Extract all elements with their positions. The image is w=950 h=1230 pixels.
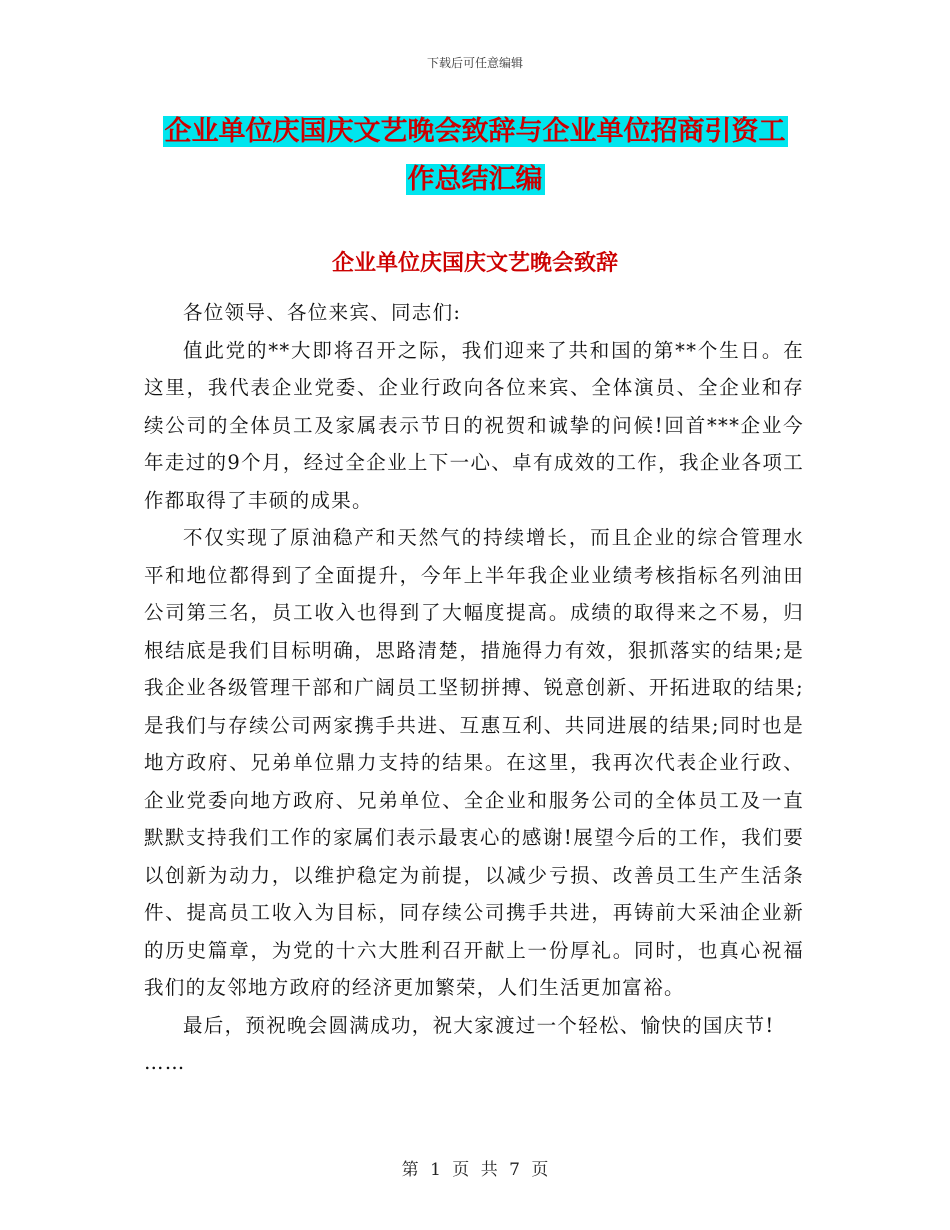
section-title: 企业单位庆国庆文艺晚会致辞 [331, 250, 618, 276]
document-title-line-1 [0, 108, 950, 156]
paragraph: 值此党的**大即将召开之际，我们迎来了共和国的第**个生日。在这里，我代表企业党委、企业行政向各位来宾、全体演员、全企业和存续公司的全体员工及家属表示节日的祝贺和诚挚的问候!回首***企业今年走过的9个月，经过全企业上下一心、卓有成效的工作，我企业各项工作都取得了丰硕的成果。 [144, 338, 804, 512]
paragraph: 不仅实现了原油稳产和天然气的持续增长，而且企业的综合管理水平和地位都得到了全面提升，今年上半年我企业业绩考核指标名列油田公司第三名，员工收入也得到了大幅度提高。成绩的取得来之不易，归根结底是我们目标明确，思路清楚，措施得力有效，狠抓落实的结果;是我企业各级管理干部和广阔员工坚韧拼搏、锐意创新、开拓进取的结果;是我们与存续公司两家携手共进、互惠互利、共同进展的结果;同时也是地方政府、兄弟单位鼎力支持的结果。在这里，我再次代表企业行政、企业党委向地方政府、兄弟单位、全企业和服务公司的全体员工及一直默默支持我们工作的家属们表示最衷心的感谢!展望今后的工作，我们要以创新为动力，以维护稳定为前提，以减少亏损、改善员工生产生活条件、提高员工收入为目标，同存续公司携手共进，再铸前大采油企业新的历史篇章，为党的十六大胜利召开献上一份厚礼。同时，也真心祝福我们的友邻地方政府的经济更加繁荣，人们生活更加富裕。 [144, 526, 804, 999]
page-number: 第 1 页 共 7 页 [401, 1160, 549, 1180]
title-highlight: 企业单位庆国庆文艺晚会致辞与企业单位招商引资工 [164, 116, 786, 147]
paragraph-closing: 最后，预祝晚会圆满成功，祝大家渡过一个轻松、愉快的国庆节! [183, 1013, 775, 1037]
document-title-line-2 [0, 156, 950, 204]
ellipsis: …… [144, 1051, 186, 1074]
title-highlight: 作总结汇编 [407, 164, 543, 195]
paragraph-salutation: 各位领导、各位来宾、同志们: [183, 301, 462, 324]
body-text [144, 294, 804, 1082]
header-note: 下载后可任意编辑 [426, 56, 523, 70]
document-title [0, 108, 950, 204]
